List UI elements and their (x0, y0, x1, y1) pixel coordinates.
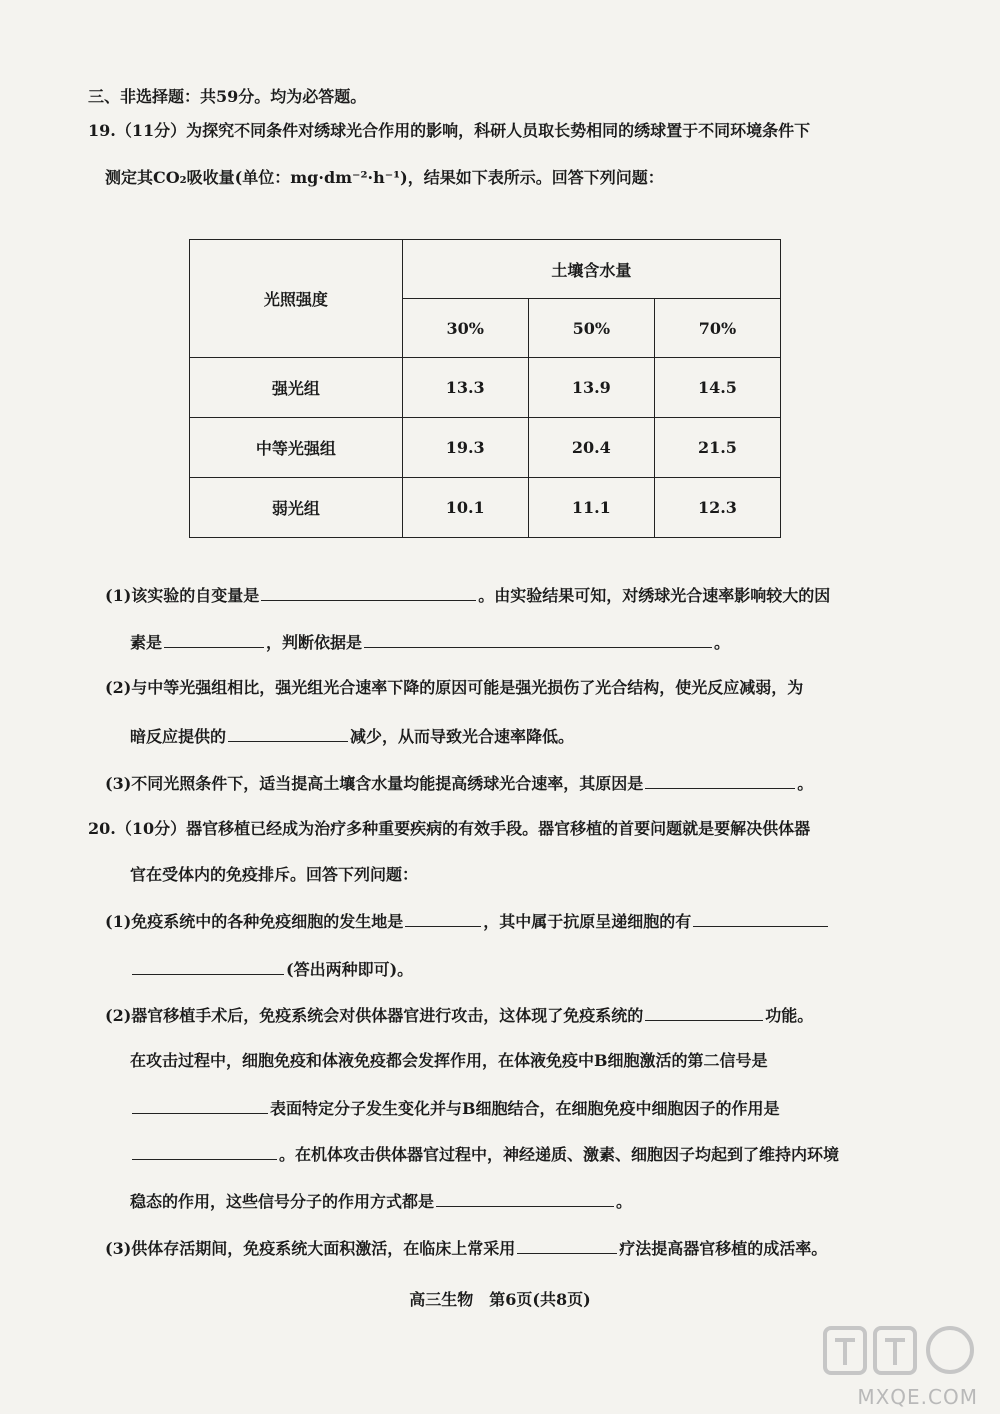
page-footer: 高三生物 第6页(共8页) (409, 1290, 591, 1309)
table-row (190, 478, 781, 538)
answer-blank[interactable] (405, 910, 481, 927)
text-span: 表面特定分子发生变化并与B细胞结合，在细胞免疫中细胞因子的作用是 (270, 1099, 780, 1118)
text-span: 减少，从而导致光合速率降低。 (350, 727, 575, 746)
q19-stem-line2: 测定其CO₂吸收量(单位：mg·dm⁻²·h⁻¹)，结果如下表所示。回答下列问题： (105, 168, 664, 187)
text-span: 。 (616, 1192, 633, 1211)
row-label: 中等光强组 (190, 418, 403, 478)
q20-part2-line3 (130, 1097, 780, 1120)
answer-blank[interactable] (693, 910, 828, 927)
q20-part1-line1 (105, 910, 830, 933)
table-cell: 11.1 (528, 478, 654, 538)
q20-stem-line2: 官在受体内的免疫排斥。回答下列问题： (130, 865, 419, 884)
table-row (190, 418, 781, 478)
answer-blank[interactable] (645, 1004, 763, 1021)
q19-part3 (105, 772, 813, 795)
answer-blank[interactable] (164, 631, 264, 648)
q19-part1-line1 (105, 584, 830, 607)
q20-part2-line2: 在攻击过程中，细胞免疫和体液免疫都会发挥作用，在体液免疫中B细胞激活的第二信号是 (130, 1051, 768, 1070)
text-span: ，其中属于抗原呈递细胞的有 (483, 912, 692, 931)
table-cell: 19.3 (402, 418, 528, 478)
answer-blank[interactable] (132, 1097, 268, 1114)
answer-blank[interactable] (517, 1237, 617, 1254)
text-span: 。 (714, 633, 731, 652)
answer-blank[interactable] (261, 584, 476, 601)
answer-blank[interactable] (645, 772, 795, 789)
q20-part1-line2 (130, 958, 413, 981)
row-header-cell: 光照强度 (190, 240, 403, 358)
text-span: 疗法提高器官移植的成活率。 (619, 1239, 828, 1258)
text-span: (1)该实验的自变量是 (105, 586, 260, 605)
text-span: 。由实验结果可知，对绣球光合速率影响较大的因 (478, 586, 831, 605)
text-span: 素是 (130, 633, 163, 652)
col-header-50: 50% (528, 299, 654, 358)
text-span: 稳态的作用，这些信号分子的作用方式都是 (130, 1192, 435, 1211)
q20-part3 (105, 1237, 827, 1260)
answer-blank[interactable] (132, 1143, 277, 1160)
answer-blank[interactable] (132, 958, 284, 975)
table-cell: 21.5 (654, 418, 780, 478)
text-span: (2)器官移植手术后，免疫系统会对供体器官进行攻击，这体现了免疫系统的 (105, 1006, 644, 1025)
text-span: 功能。 (765, 1006, 814, 1025)
q20-part2-line5 (130, 1190, 632, 1213)
col-header-30: 30% (402, 299, 528, 358)
text-span: (3)不同光照条件下，适当提高土壤含水量均能提高绣球光合速率，其原因是 (105, 774, 644, 793)
table-cell: 12.3 (654, 478, 780, 538)
text-span: 。 (797, 774, 814, 793)
table-cell: 20.4 (528, 418, 654, 478)
answer-blank[interactable] (436, 1190, 614, 1207)
answer-blank[interactable] (228, 725, 348, 742)
text-span: 暗反应提供的 (130, 727, 227, 746)
q19-part2-line2 (130, 725, 574, 748)
text-span: (3)供体存活期间，免疫系统大面积激活，在临床上常采用 (105, 1239, 516, 1258)
section-heading: 三、非选择题：共59分。均为必答题。 (88, 87, 367, 106)
row-label: 弱光组 (190, 478, 403, 538)
q20-stem-line1: 20.（10分）器官移植已经成为治疗多种重要疾病的有效手段。器官移植的首要问题就是要解决供体器 (88, 819, 811, 838)
q20-part2-line4 (130, 1143, 839, 1166)
col-header-70: 70% (654, 299, 780, 358)
col-group-header-cell: 土壤含水量 (402, 240, 780, 299)
table-cell: 13.3 (402, 358, 528, 418)
co2-uptake-table (189, 239, 781, 538)
watermark-text: MXQE.COM (857, 1385, 978, 1409)
text-span: (1)免疫系统中的各种免疫细胞的发生地是 (105, 912, 404, 931)
q19-stem-line1: 19.（11分）为探究不同条件对绣球光合作用的影响，科研人员取长势相同的绣球置于不同环境条件下 (88, 121, 811, 140)
text-span: ，判断依据是 (266, 633, 363, 652)
text-span: (答出两种即可)。 (286, 960, 414, 979)
table-cell: 10.1 (402, 478, 528, 538)
text-span: 。在机体攻击供体器官过程中，神经递质、激素、细胞因子均起到了维持内环境 (279, 1145, 840, 1164)
table-cell: 14.5 (654, 358, 780, 418)
answer-blank[interactable] (364, 631, 712, 648)
table-row (190, 358, 781, 418)
table-cell: 13.9 (528, 358, 654, 418)
q19-part2-line1: (2)与中等光强组相比，强光组光合速率下降的原因可能是强光损伤了光合结构，使光反应减弱，为 (105, 678, 804, 697)
q20-part2-line1 (105, 1004, 813, 1027)
row-label: 强光组 (190, 358, 403, 418)
q19-part1-line2 (130, 631, 730, 654)
